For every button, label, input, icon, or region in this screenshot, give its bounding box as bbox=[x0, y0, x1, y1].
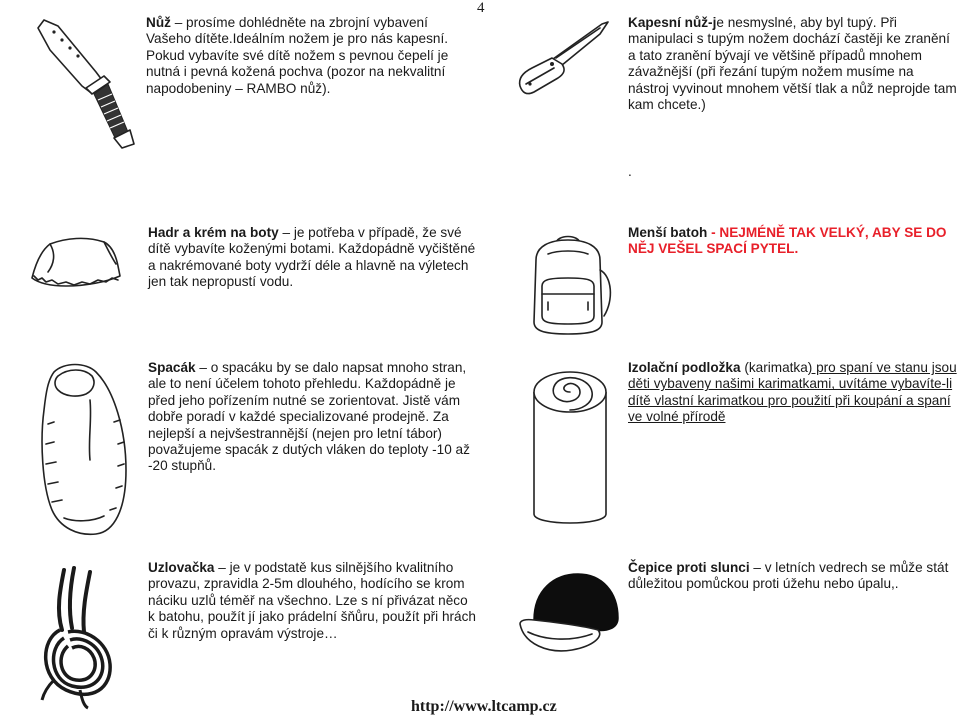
cap-text: – v letních vedrech se může stát důležitou pomůckou proti úžehu nebo úpalu,. bbox=[628, 560, 949, 592]
knife-description bbox=[146, 15, 466, 97]
sleeping-mat-text: ) pro spaní ve stanu jsou děti vybaveny našimi karimatkami, uvítáme vybavíte-li dítě vlastní karimatkou pro použití při koupání a spaní ve volné přírodě bbox=[628, 360, 957, 425]
sleeping-mat-title: Izolační podložka bbox=[628, 360, 741, 375]
cap-description bbox=[628, 560, 958, 593]
sleeping-mat-description bbox=[628, 360, 958, 426]
sleeping-bag-text: – o spacáku by se dalo napsat mnoho stran, ale to není účelem tohoto přehledu. Každopádně je před jeho pořízením nutné se zorientovat. Jistě vám dobře poradí v každé specializované prodejně. Za nejlepší a nejvšestrannější (nejen pro letní tábor) považujeme spacák z dutých vláken do teploty -10 až -20 stupňů. bbox=[148, 360, 470, 474]
rope-title: Uzlovačka bbox=[148, 560, 215, 575]
stray-dot: . bbox=[628, 164, 632, 179]
rope-text: – je v podstatě kus silnějšího kvalitního provazu, zpravidla 2-5m dlouhého, hodícího se krom náciku uzlů téměř na všechno. Lze s ní přivázat něco k batohu, použít jí jako prádelní šňůru, použít při hrách či k různým opravám výstroje… bbox=[148, 560, 476, 641]
backpack-dash: - bbox=[707, 225, 720, 240]
knife-title: Nůž bbox=[146, 15, 171, 30]
footer-url[interactable]: http://www.ltcamp.cz bbox=[411, 698, 557, 715]
rag-image bbox=[26, 228, 126, 298]
rag-description bbox=[148, 225, 478, 291]
knife-text: – prosíme dohlédněte na zbrojní vybavení Vašeho dítěte.Ideálním nožem je pro nás kapesní. Pokud vybavíte své dítě nožem s pevnou čepelí je nutná i pevná kožená pochva (pozor na nekvalitní napodobeniny – RAMBO nůž). bbox=[146, 15, 449, 96]
pocket-knife-image bbox=[516, 20, 616, 100]
rag-text: – je potřeba v případě, že své dítě vybavíte koženými botami. Každopádně vyčištěné a nakrémované boty vydrží déle a hlavně na výletech jen tak nepropustí vodu. bbox=[148, 225, 476, 290]
page-number: 4 bbox=[477, 0, 485, 16]
sleeping-mat-image bbox=[520, 364, 620, 534]
sleeping-bag-title: Spacák bbox=[148, 360, 196, 375]
rope-description bbox=[148, 560, 478, 642]
pocket-knife-description bbox=[628, 15, 958, 113]
rope-image bbox=[30, 560, 130, 710]
fixed-knife-image bbox=[28, 14, 138, 154]
sleeping-bag-description bbox=[148, 360, 478, 475]
pocket-knife-text: e nesmyslné, aby byl tupý. Při manipulaci s tupým nožem dochází častěji ke zranění a tato zranění bývají ve většině případů mnohem závažnější (při řezání tupým nožem musíme na nástroj vyvinout mnohem větší tlak a nůž neprojde tam kam chcete.) bbox=[628, 15, 957, 113]
rag-title: Hadr a krém na boty bbox=[148, 225, 279, 240]
backpack-red-text: NEJMÉNĚ TAK VELKÝ, ABY SE DO NĚJ VEŠEL SPACÍ PYTEL. bbox=[628, 225, 947, 257]
backpack-image bbox=[518, 230, 618, 340]
sleeping-bag-image bbox=[34, 360, 134, 540]
cap-title: Čepice proti slunci bbox=[628, 560, 750, 575]
backpack-description bbox=[628, 225, 958, 258]
cap-image bbox=[514, 560, 624, 660]
sleeping-mat-paren: (karimatka bbox=[740, 360, 808, 375]
pocket-knife-title: Kapesní nůž-j bbox=[628, 15, 717, 30]
backpack-title: Menší batoh bbox=[628, 225, 708, 240]
